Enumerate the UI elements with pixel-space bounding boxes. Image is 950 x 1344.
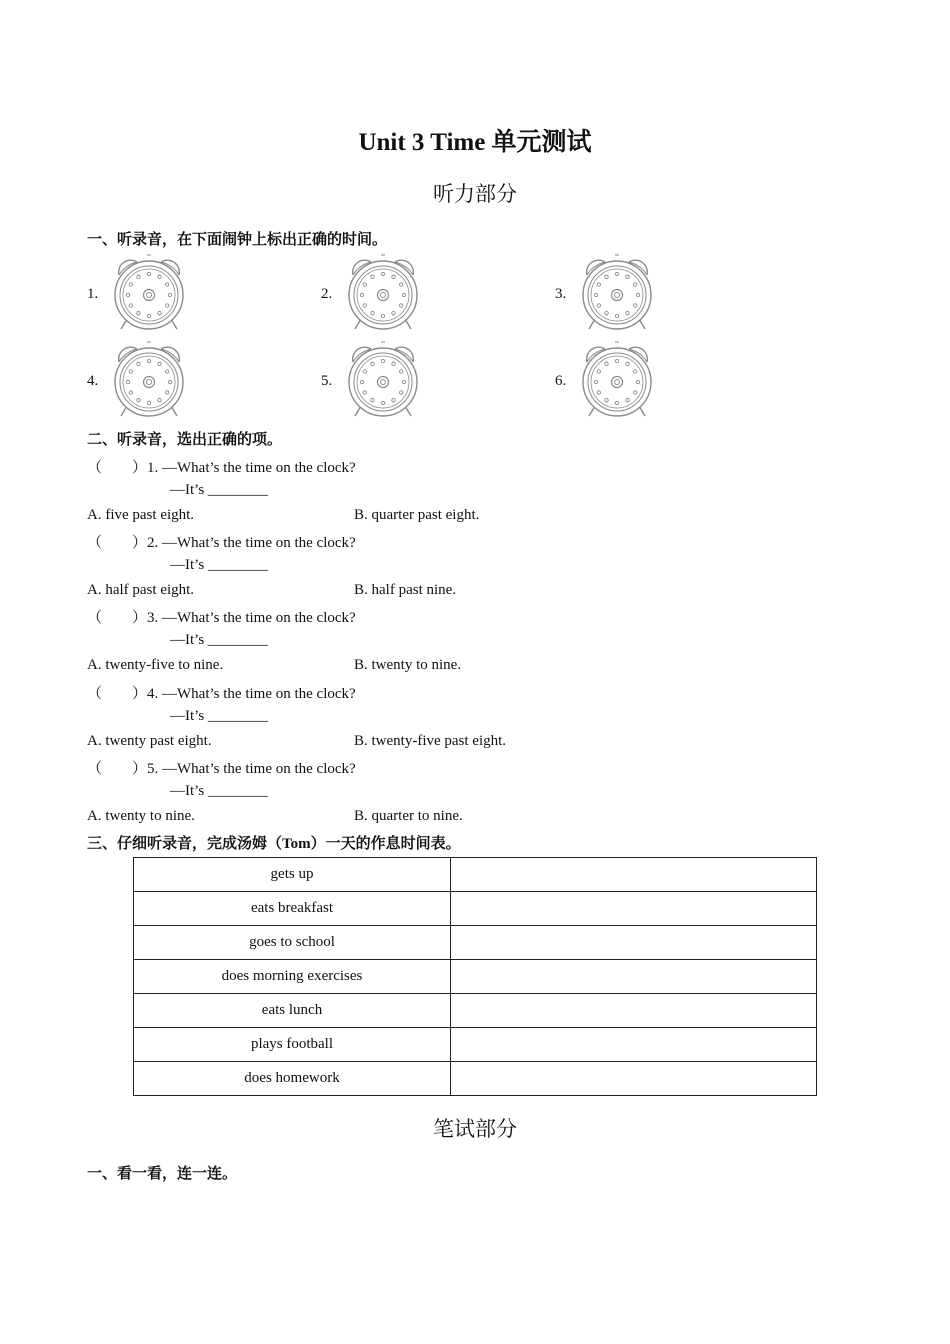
clock-number-4: 4. xyxy=(87,373,99,389)
question-2-option-a: A. half past eight. xyxy=(87,582,195,598)
question-5-stem: （ ）5. —What’s the time on the clock? xyxy=(87,761,356,777)
time-answer-cell xyxy=(451,960,817,994)
alarm-clock-icon xyxy=(343,340,423,420)
section1-heading: 一、听录音，在下面闹钟上标出正确的时间。 xyxy=(87,232,388,248)
question-1-answer-blank: —It’s ________ xyxy=(170,482,268,498)
question-1-option-a: A. five past eight. xyxy=(87,507,195,523)
question-3-option-a: A. twenty-five to nine. xyxy=(87,657,224,673)
writing-part-title: 笔试部分 xyxy=(433,1117,517,1141)
time-answer-cell xyxy=(451,1028,817,1062)
alarm-clock-icon xyxy=(109,253,189,333)
table-row xyxy=(134,892,817,926)
time-answer-cell xyxy=(451,926,817,960)
activity-cell: eats lunch xyxy=(134,994,451,1028)
time-answer-cell xyxy=(451,858,817,892)
question-3-stem: （ ）3. —What’s the time on the clock? xyxy=(87,610,356,626)
table-row xyxy=(134,994,817,1028)
section4-heading: 一、看一看，连一连。 xyxy=(87,1166,238,1182)
question-4-answer-blank: —It’s ________ xyxy=(170,708,268,724)
activity-cell: gets up xyxy=(134,858,451,892)
table-row xyxy=(134,926,817,960)
time-answer-cell xyxy=(451,1062,817,1096)
alarm-clock-icon xyxy=(577,340,657,420)
question-4-option-b: B. twenty-five past eight. xyxy=(354,733,507,749)
table-row xyxy=(134,1028,817,1062)
alarm-clock-icon xyxy=(577,253,657,333)
table-row xyxy=(134,858,817,892)
question-1-stem: （ ）1. —What’s the time on the clock? xyxy=(87,460,356,476)
question-5-answer-blank: —It’s ________ xyxy=(170,783,268,799)
question-2-option-b: B. half past nine. xyxy=(354,582,457,598)
clock-number-5: 5. xyxy=(321,373,333,389)
question-5-option-a: A. twenty to nine. xyxy=(87,808,195,824)
question-2-answer-blank: —It’s ________ xyxy=(170,557,268,573)
activity-cell: plays football xyxy=(134,1028,451,1062)
activity-cell: goes to school xyxy=(134,926,451,960)
time-answer-cell xyxy=(451,892,817,926)
time-answer-cell xyxy=(451,994,817,1028)
activity-cell: does homework xyxy=(134,1062,451,1096)
listening-part-title: 听力部分 xyxy=(433,182,517,206)
question-4-stem: （ ）4. —What’s the time on the clock? xyxy=(87,686,356,702)
clock-number-2: 2. xyxy=(321,286,333,302)
schedule-table xyxy=(133,857,817,1096)
alarm-clock-icon xyxy=(109,340,189,420)
question-2-stem: （ ）2. —What’s the time on the clock? xyxy=(87,535,356,551)
activity-cell: eats breakfast xyxy=(134,892,451,926)
question-4-option-a: A. twenty past eight. xyxy=(87,733,212,749)
question-3-answer-blank: —It’s ________ xyxy=(170,632,268,648)
page-title: Unit 3 Time 单元测试 xyxy=(358,129,592,156)
clock-number-6: 6. xyxy=(555,373,567,389)
table-row xyxy=(134,960,817,994)
activity-cell: does morning exercises xyxy=(134,960,451,994)
question-5-option-b: B. quarter to nine. xyxy=(354,808,463,824)
alarm-clock-icon xyxy=(343,253,423,333)
question-3-option-b: B. twenty to nine. xyxy=(354,657,462,673)
question-1-option-b: B. quarter past eight. xyxy=(354,507,480,523)
clock-number-3: 3. xyxy=(555,286,567,302)
table-row xyxy=(134,1062,817,1096)
section3-heading: 三、仔细听录音，完成汤姆（Tom）一天的作息时间表。 xyxy=(87,836,461,852)
clock-number-1: 1. xyxy=(87,286,99,302)
section2-heading: 二、听录音，选出正确的项。 xyxy=(87,432,283,448)
